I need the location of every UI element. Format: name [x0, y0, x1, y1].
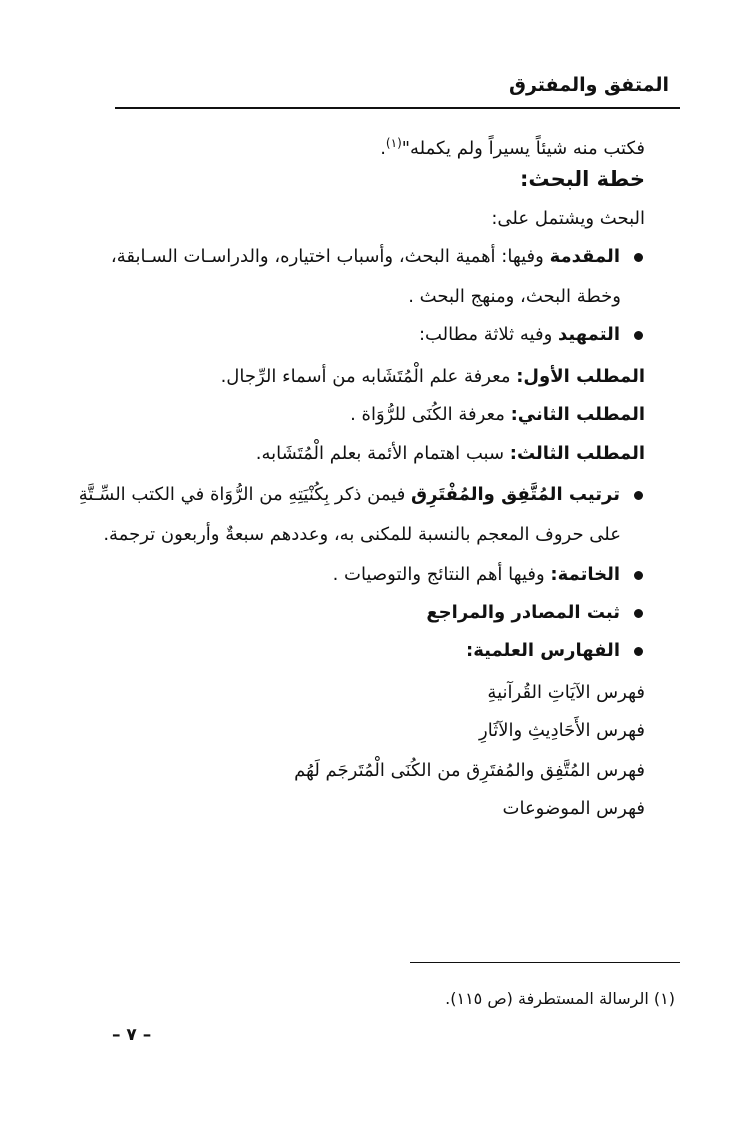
matlab-label: المطلب الأول: [516, 366, 645, 387]
plan-intro: البحث ويشتمل على: [491, 208, 645, 229]
footnote: (١) الرسالة المستطرفة (ص ١١٥). [445, 989, 675, 1008]
item-text: وفيه ثلاثة مطالب: [418, 324, 559, 345]
list-item-fahāris [466, 638, 643, 664]
index-item: فهرس المُتَّفِق والمُفتَرِق من الكُنَى الْمُتَرجَم لَهُم [294, 760, 645, 781]
list-item-khatima [333, 562, 643, 588]
footnote-ref: (١) [385, 136, 402, 150]
item-text: فيمن ذكر بِكُنْيَتِهِ من الرُّوَاة في الكتب السِّـتَّةِ [78, 484, 412, 505]
intro-text: فكتب منه شيئاً يسيراً ولم يكمله" [401, 138, 645, 159]
matlab-3 [256, 441, 645, 467]
index-item: فهرس الموضوعات [502, 798, 645, 819]
bullet-icon [634, 253, 643, 262]
bullet-icon [634, 331, 643, 340]
list-item-continuation: وخطة البحث، ومنهج البحث . [408, 286, 621, 307]
bullet-icon [634, 647, 643, 656]
list-item-tamhid [419, 322, 643, 348]
list-item-muqaddima [111, 244, 643, 270]
bullet-icon [634, 571, 643, 580]
matlab-text: معرفة علم الْمُتَشَابه من أسماء الرِّجال. [220, 366, 517, 387]
item-label: ترتيب المُتَّفِق والمُفْتَرِق [411, 484, 620, 505]
matlab-text: معرفة الكُنَى للرُّوَاة . [350, 404, 511, 425]
page-number: – ٧ – [112, 1025, 152, 1045]
list-item-thabat [426, 600, 643, 626]
bullet-icon [634, 491, 643, 500]
plan-heading: خطة البحث: [519, 167, 645, 191]
item-label: ثبت المصادر والمراجع [426, 602, 620, 623]
matlab-label: المطلب الثاني: [510, 404, 645, 425]
footnote-rule [410, 962, 680, 963]
matlab-text: سبب اهتمام الأئمة بعلم الْمُتَشَابه. [255, 443, 510, 464]
index-item: فهرس الآيَاتِ القُرآنيةِ [487, 682, 645, 703]
item-text: وفيها أهم النتائج والتوصيات . [332, 564, 551, 585]
item-text: وفيها: أهمية البحث، وأسباب اختياره، والدراسـات السـابقة، [110, 246, 550, 267]
header-rule [115, 107, 680, 109]
running-header-title: المتفق والمفترق [509, 74, 669, 96]
list-item-continuation: على حروف المعجم بالنسبة للمكنى به، وعددهم سبعةٌ وأربعون ترجمة. [103, 524, 621, 545]
item-label: الفهارس العلمية: [466, 640, 620, 661]
bullet-icon [634, 609, 643, 618]
matlab-label: المطلب الثالث: [509, 443, 645, 464]
list-item-tartib [79, 482, 643, 508]
matlab-1 [221, 364, 645, 390]
item-label: المقدمة [549, 246, 620, 267]
index-item: فهرس الأَحَادِيثِ والآثَارِ [479, 720, 645, 741]
intro-line [380, 130, 645, 162]
item-label: الخاتمة: [550, 564, 620, 585]
intro-end: . [380, 138, 386, 159]
matlab-2 [350, 402, 645, 428]
item-label: التمهيد [558, 324, 620, 345]
